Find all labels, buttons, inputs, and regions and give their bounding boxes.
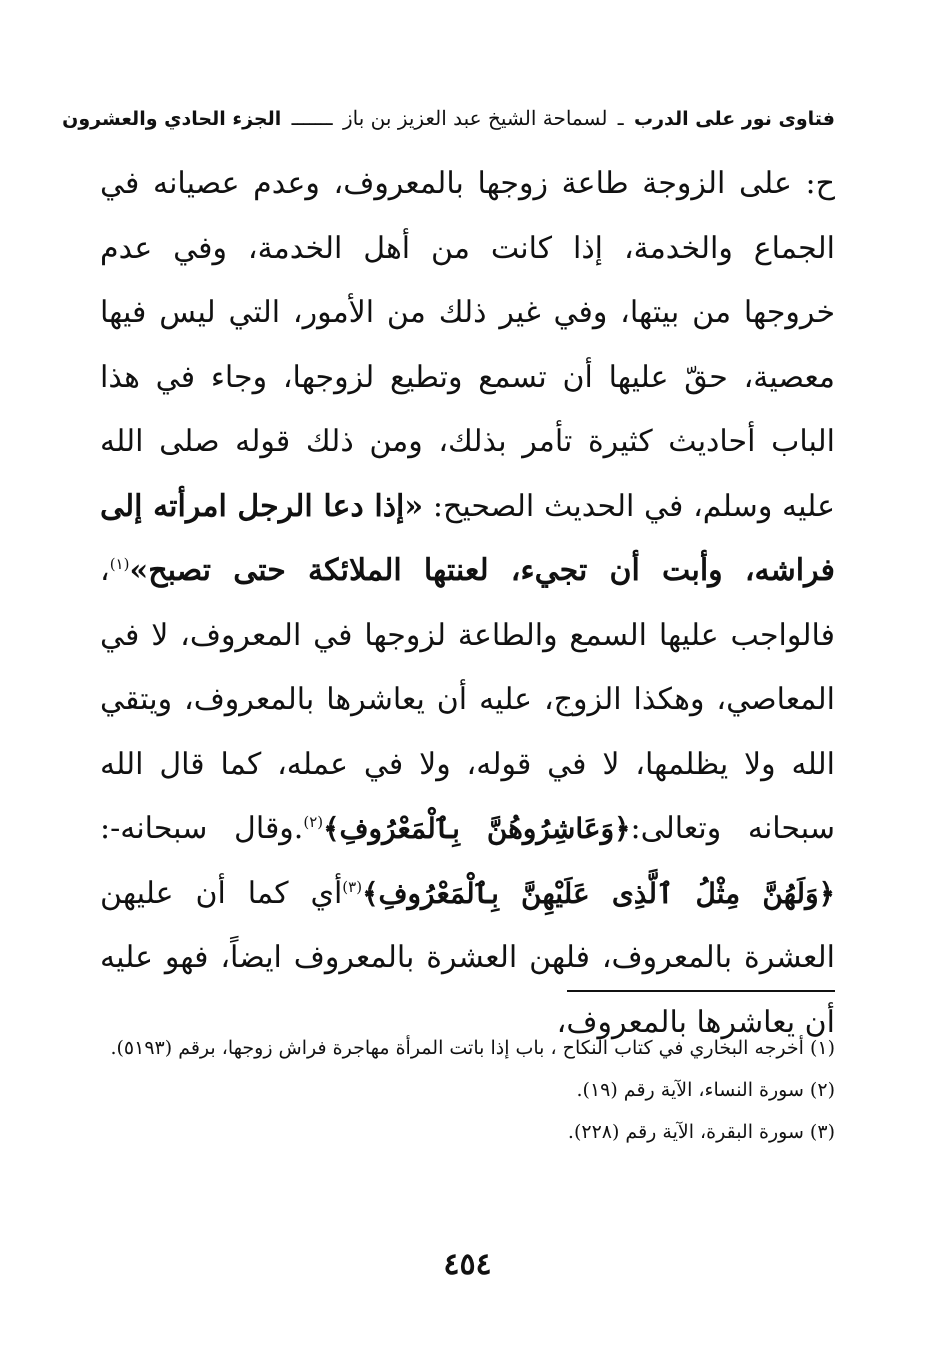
header-author: لسماحة الشيخ عبد العزيز بن باز: [343, 106, 608, 130]
hadith-quote: «إذا دعا الرجل امرأته إلى فراشه، وأبت أن تجيء، لعنتها الملائكة حتى تصبح»: [100, 488, 835, 588]
footnote-3: (٣) سورة البقرة، الآية رقم (٢٢٨).: [567, 1121, 835, 1143]
header-book-title: فتاوى نور على الدرب: [634, 108, 835, 130]
running-header: [62, 100, 835, 136]
header-volume: الجزء الحادي والعشرون: [62, 108, 282, 130]
answer-text-4: أي كما أن عليهن العشرة بالمعروف، فلهن العشرة بالمعروف ايضاً، فهو عليه أن يعاشرها بالمعروف،: [100, 875, 835, 1040]
footnote-ref-1: (١): [109, 555, 130, 573]
footnote-ref-2: (٢): [303, 813, 324, 831]
footnote-1: (١) أخرجه البخاري في كتاب النكاح ، باب إذا باتت المرأة مهاجرة فراش زوجها، برقم (٥١٩٣).: [110, 1037, 835, 1059]
header-separator: ـــــــ: [291, 106, 333, 130]
footnotes: [100, 1030, 835, 1156]
footnote-ref-3: (٣): [342, 877, 363, 896]
quran-verse-1: ﴿وَعَاشِرُوهُنَّ بِٱلْمَعْرُوفِ﴾: [323, 812, 631, 845]
quran-verse-2: ﴿وَلَهُنَّ مِثْلُ ٱلَّذِى عَلَيْهِنَّ بِٱلْمَعْرُوفِ﴾: [362, 876, 835, 910]
page-number: ٤٥٤: [443, 1247, 492, 1282]
header-dash: ـ: [617, 106, 624, 130]
answer-text-2: ، فالواجب عليها السمع والطاعة لزوجها في المعروف، لا في المعاصي، وهكذا الزوج، عليه أن يعاشرها بالمعروف، ويتقي الله ولا يظلمها، لا في قوله، ولا في عمله، كما قال الله سبحانه وتعالى:: [100, 553, 835, 846]
footnote-2: (٢) سورة النساء، الآية رقم (١٩).: [576, 1079, 835, 1101]
body-paragraph: [100, 152, 835, 1055]
answer-text-3: .وقال سبحانه-:: [100, 811, 304, 846]
answer-text-1: ح: على الزوجة طاعة زوجها بالمعروف، وعدم عصيانه في الجماع والخدمة، إذا كانت من أهل الخدمة، وفي عدم خروجها من بيتها، وفي غير ذلك من الأمور، التي ليس فيها معصية، حقّ عليها أن تسمع وتطيع لزوجها، وجاء في هذا الباب أحاديث كثيرة تأمر بذلك، ومن ذلك قوله صلى الله عليه وسلم، في الحديث الصحيح:: [100, 166, 835, 524]
footnote-divider: [567, 990, 835, 992]
